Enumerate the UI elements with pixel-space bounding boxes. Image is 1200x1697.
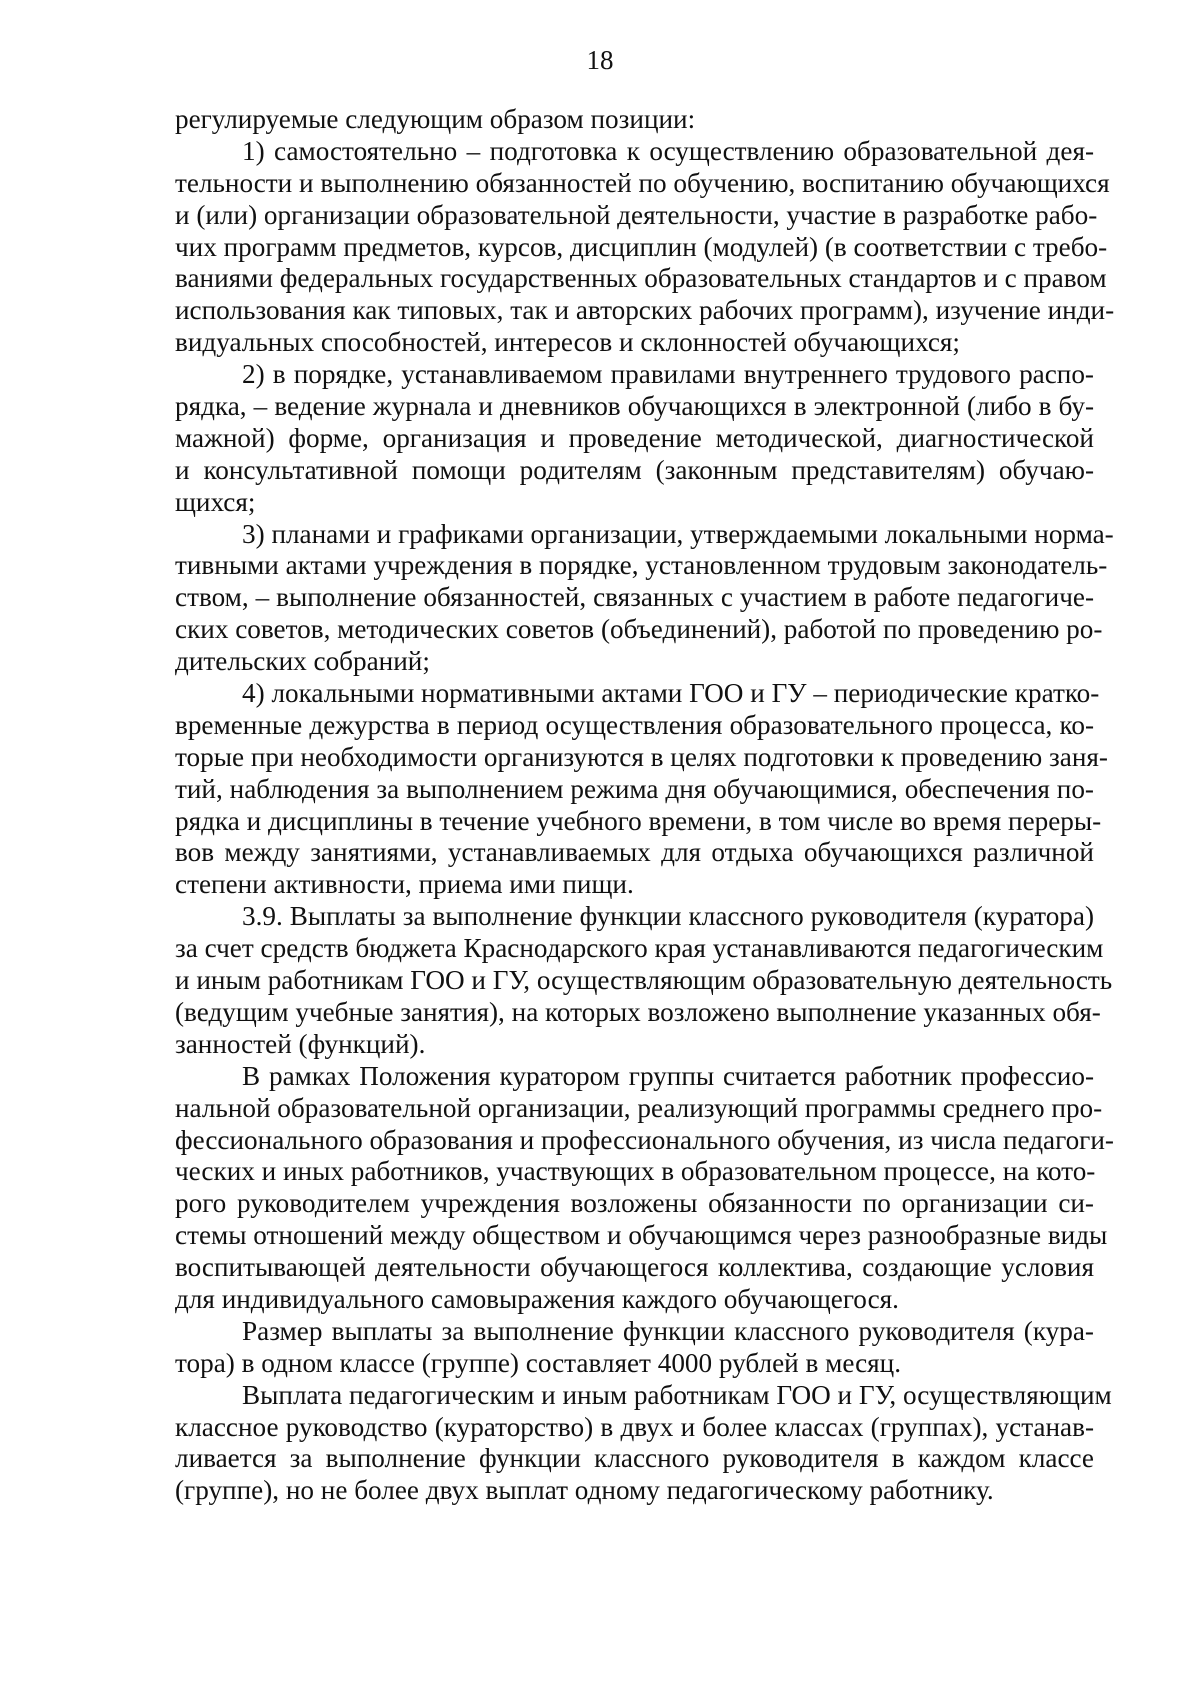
text-line: 3.9. Выплаты за выполнение функции классного руководителя (куратора) [242, 901, 1094, 932]
text-line: ством, – выполнение обязанностей, связанных с участием в работе педагогиче- [175, 582, 1094, 613]
text-line: рядка и дисциплины в течение учебного времени, в том числе во время переры- [175, 805, 1102, 836]
text-line: 2) в порядке, устанавливаемом правилами внутреннего трудового распо- [242, 359, 1094, 390]
text-line: и (или) организации образовательной деятельности, участие в разработке рабо- [175, 199, 1098, 230]
text-line: 1) самостоятельно – подготовка к осуществлению образовательной дея- [242, 135, 1094, 166]
page-number: 18 [586, 45, 614, 75]
text-line: рого руководителем учреждения возложены обязанности по организации си- [175, 1188, 1094, 1219]
text-line: чих программ предметов, курсов, дисциплин (модулей) (в соответствии с требо- [175, 231, 1108, 262]
text-line: торые при необходимости организуются в целях подготовки к проведению заня- [175, 741, 1108, 772]
text-line: В рамках Положения куратором группы считается работник профессио- [242, 1060, 1094, 1091]
text-line: Выплата педагогическим и иным работникам ГОО и ГУ, осуществляющим [242, 1379, 1112, 1410]
text-line: дительских собраний; [175, 646, 430, 677]
text-line: видуальных способностей, интересов и склонностей обучающихся; [175, 327, 960, 358]
text-line: тора) в одном классе (группе) составляет 4000 рублей в месяц. [175, 1347, 902, 1378]
text-line: степени активности, приема ими пищи. [175, 869, 634, 900]
text-line: тий, наблюдения за выполнением режима дня обучающимися, обеспечения по- [175, 773, 1094, 804]
text-line: тельности и выполнению обязанностей по обучению, воспитанию обучающихся [175, 167, 1110, 198]
text-line: классное руководство (кураторство) в двух и более классах (группах), устанав- [175, 1411, 1094, 1442]
text-line: ских советов, методических советов (объединений), работой по проведению ро- [175, 614, 1103, 645]
text-line: стемы отношений между обществом и обучающимся через разнообразные виды [175, 1220, 1108, 1251]
text-line: фессионального образования и профессионального обучения, из числа педагоги- [175, 1124, 1114, 1155]
text-line: вов между занятиями, устанавливаемых для отдыха обучающихся различной [175, 837, 1094, 868]
document-body [175, 104, 1115, 1507]
text-line: ваниями федеральных государственных образовательных стандартов и с правом [175, 263, 1107, 294]
text-line: рядка, – ведение журнала и дневников обучающихся в электронной (либо в бу- [175, 391, 1094, 422]
text-line: (ведущим учебные занятия), на которых возложено выполнение указанных обя- [175, 996, 1101, 1027]
text-line: и иным работникам ГОО и ГУ, осуществляющим образовательную деятельность [175, 965, 1113, 996]
text-line: временные дежурства в период осуществления образовательного процесса, ко- [175, 709, 1094, 740]
text-line: и консультативной помощи родителям (законным представителям) обучаю- [175, 454, 1094, 485]
text-line: Размер выплаты за выполнение функции классного руководителя (кура- [242, 1315, 1094, 1346]
text-line: занностей (функций). [175, 1028, 426, 1059]
text-line: щихся; [175, 486, 256, 517]
text-line: (группе), но не более двух выплат одному педагогическому работнику. [175, 1475, 994, 1506]
text-line: использования как типовых, так и авторских рабочих программ), изучение инди- [175, 295, 1115, 326]
text-line: воспитывающей деятельности обучающегося коллектива, создающие условия [175, 1252, 1094, 1283]
text-line: 4) локальными нормативными актами ГОО и ГУ – периодические кратко- [242, 678, 1100, 709]
text-line: за счет средств бюджета Краснодарского края устанавливаются педагогическим [175, 933, 1104, 964]
text-line: 3) планами и графиками организации, утверждаемыми локальными норма- [242, 518, 1114, 549]
text-line: нальной образовательной организации, реализующий программы среднего про- [175, 1092, 1103, 1123]
text-line: регулируемые следующим образом позиции: [175, 104, 696, 134]
text-line: ческих и иных работников, участвующих в образовательном процессе, на кото- [175, 1156, 1096, 1187]
text-line: мажной) форме, организация и проведение методической, диагностической [175, 422, 1094, 453]
text-line: для индивидуального самовыражения каждого обучающегося. [175, 1283, 899, 1314]
text-line: тивными актами учреждения в порядке, установленном трудовым законодатель- [175, 550, 1108, 581]
text-line: ливается за выполнение функции классного руководителя в каждом классе [175, 1443, 1094, 1474]
